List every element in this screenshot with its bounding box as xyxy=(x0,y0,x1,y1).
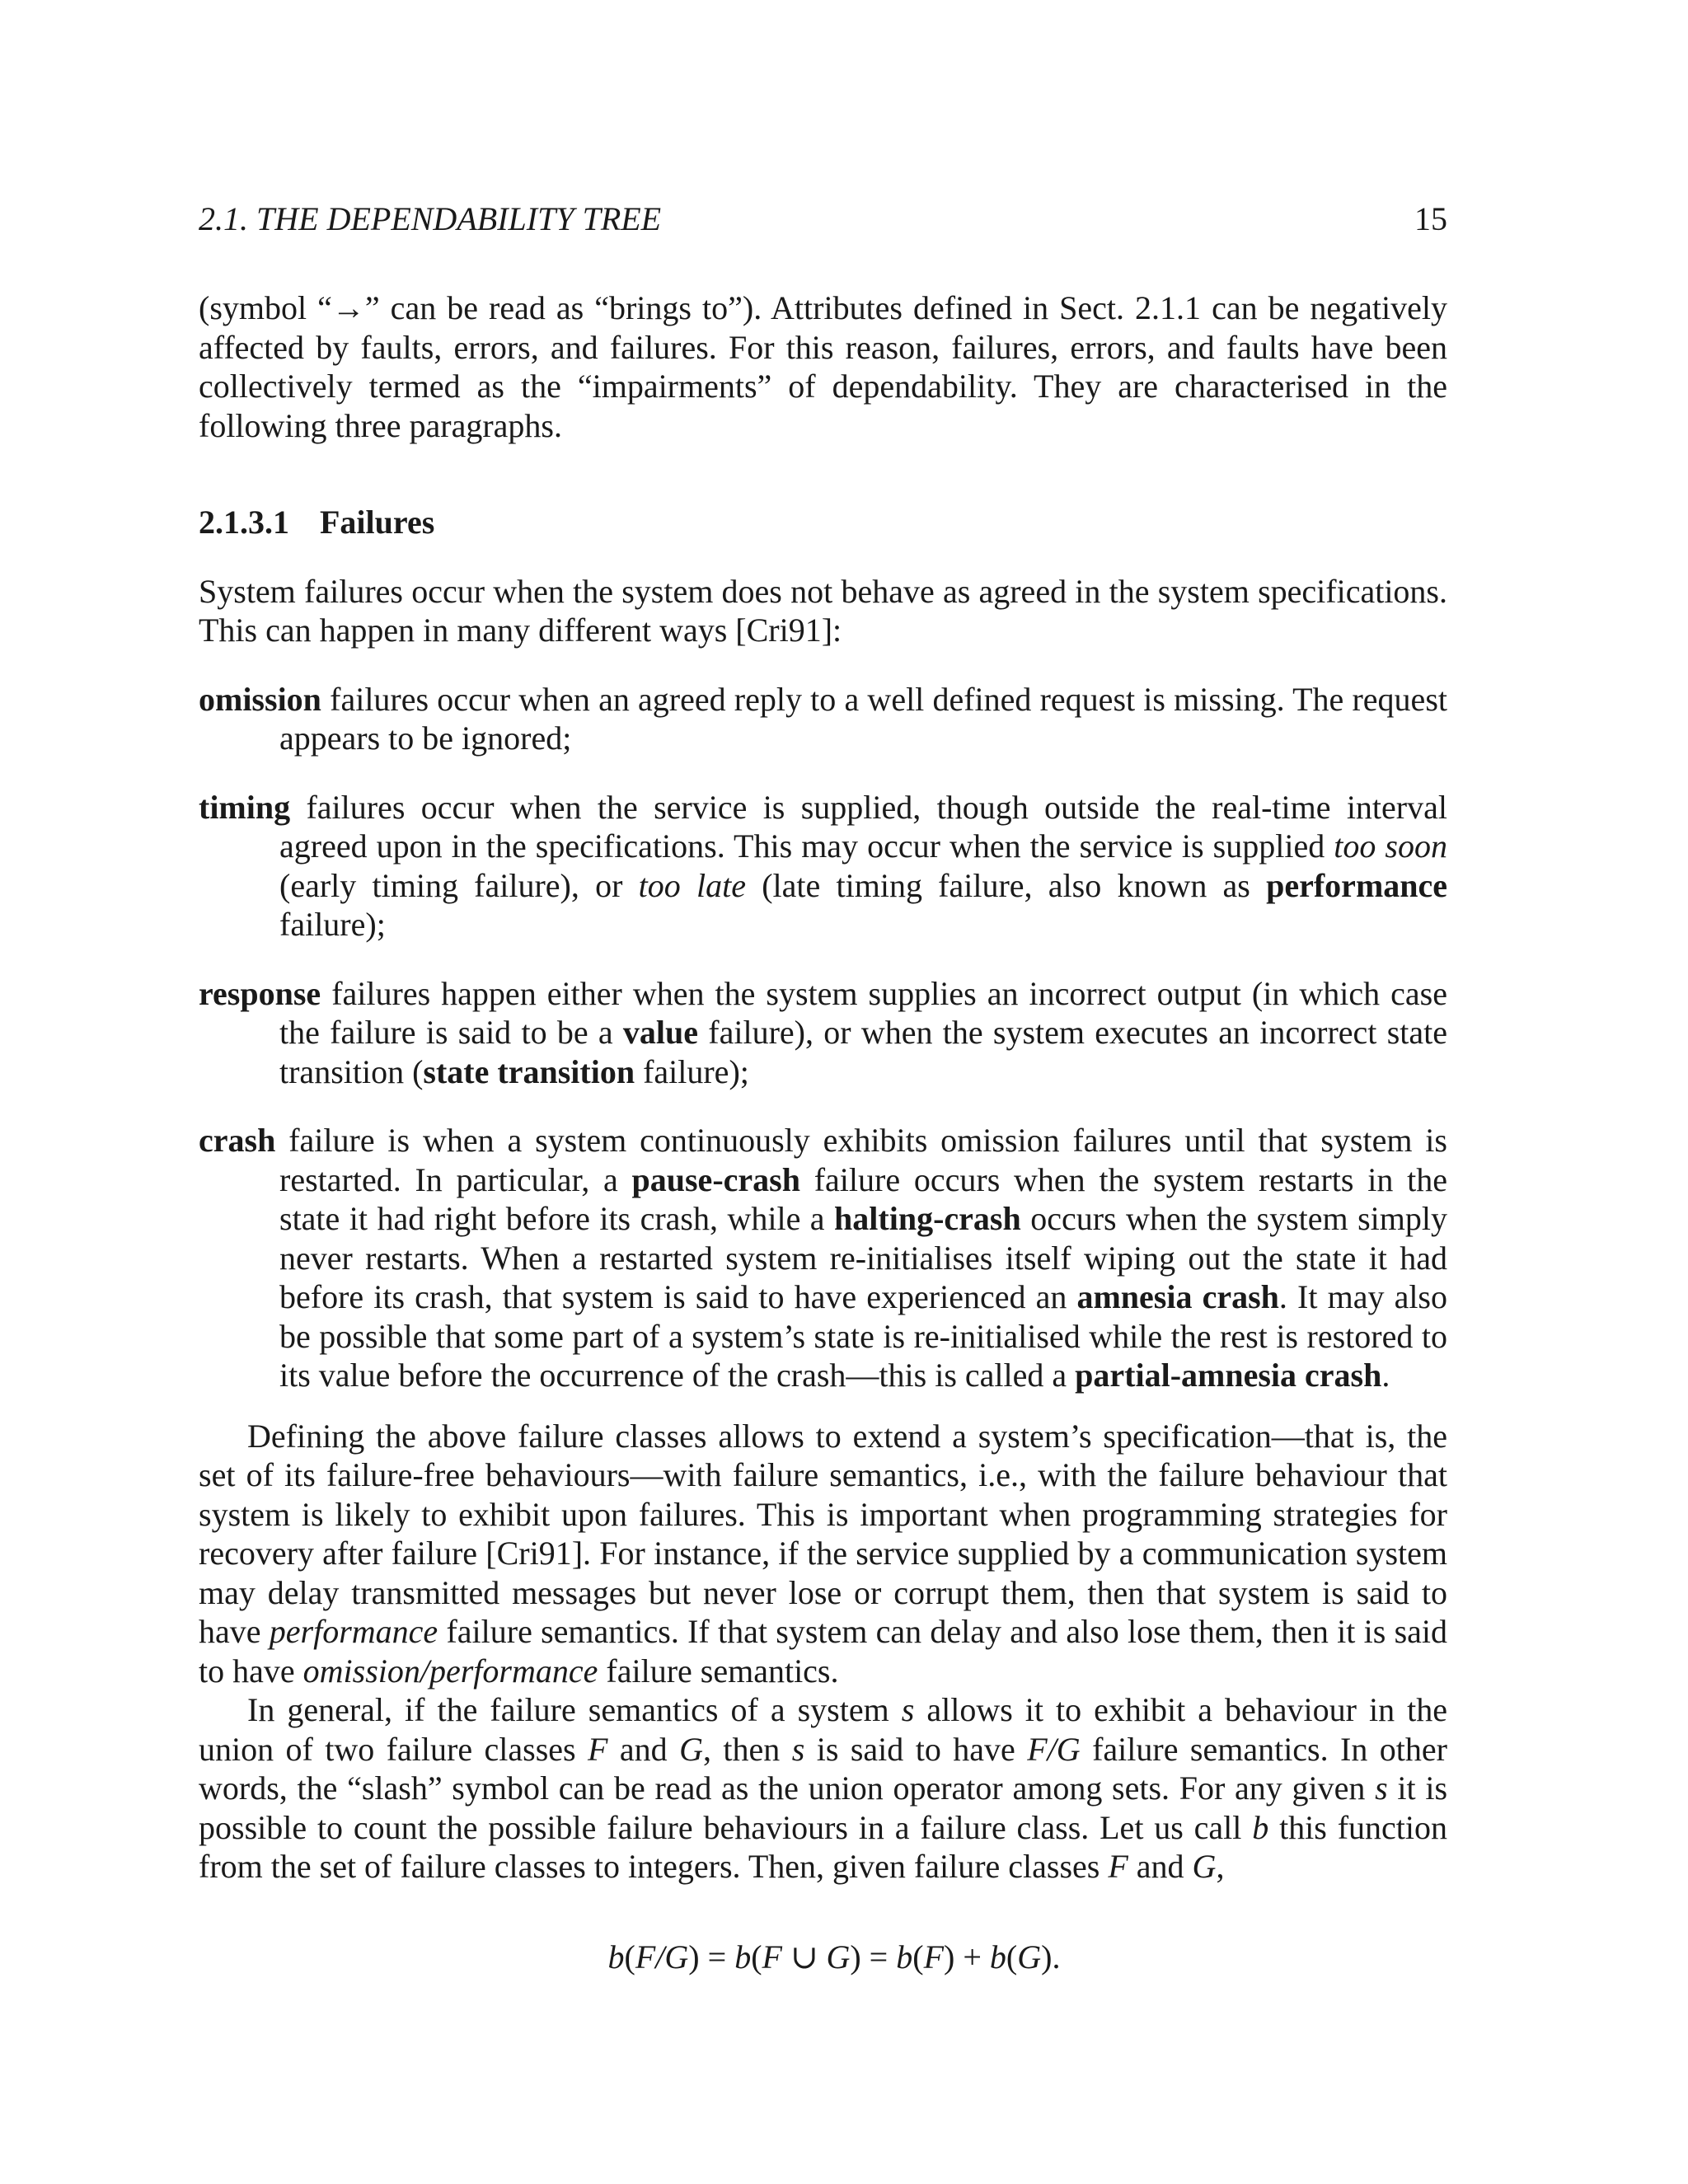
text-run: failure); xyxy=(279,906,386,943)
paragraph-intro xyxy=(199,572,1447,650)
emphasis: omission/performance xyxy=(302,1652,598,1690)
list-item-timing xyxy=(199,788,1447,944)
math-symbol: b xyxy=(607,1938,625,1975)
text-run: . It may also be possible that some part of a system’s state is re-initialised while the rest is restored to its value before the occurrence of the crash—this is called a xyxy=(279,1278,1448,1394)
text-run: occurs when the system simply never restarts. When a restarted system re-initialises itself wiping out the state it had before its crash, that system is said to have experienced an xyxy=(279,1200,1447,1315)
text-run: failures occur when the service is supplied, though outside the real-time interval agreed upon in the specifications. This may occur when the service is supplied xyxy=(279,788,1447,865)
term-response: response xyxy=(199,974,321,1012)
math-symbol: s xyxy=(1375,1769,1388,1807)
emphasis: too late xyxy=(638,866,746,904)
page xyxy=(199,190,1447,1976)
text-run: and xyxy=(1128,1848,1193,1885)
math-symbol: b xyxy=(896,1938,913,1975)
math-symbol: b xyxy=(1252,1808,1269,1846)
text-run: failure); xyxy=(635,1052,749,1090)
math-symbol: F xyxy=(923,1938,945,1975)
text-run: failure is when a system continuously exhibits omission failures until that system is restarted. In particular, a xyxy=(275,1122,1447,1198)
text-run: and xyxy=(607,1730,680,1768)
paragraph-impairments xyxy=(199,288,1447,445)
math-symbol: F ∪ G xyxy=(762,1938,851,1975)
emphasis: performance xyxy=(269,1613,438,1650)
text-run: System failures occur when the system does not behave as agreed in the system specifications. This can happen in many different ways [Cri91]: xyxy=(199,572,1447,649)
math-symbol: F/G xyxy=(1027,1730,1081,1768)
text-run: . xyxy=(1381,1357,1390,1394)
text-run: (symbol “→” can be read as “brings to”). Attributes defined in Sect. 2.1.1 can be negatively affected by faults, errors, and failures. For this reason, failures, errors, and faults have been collectively termed as the “impairments” of dependability. They are characterised in the following three paragraphs. xyxy=(199,289,1447,444)
list-item-response xyxy=(199,974,1447,1092)
page-number: 15 xyxy=(1414,200,1447,237)
math-symbol: ( xyxy=(1006,1938,1018,1975)
math-symbol: ( xyxy=(751,1938,762,1975)
paragraph-failure-semantics xyxy=(199,1417,1447,1691)
math-symbol: G xyxy=(1017,1938,1042,1975)
math-symbol: F/G xyxy=(635,1938,689,1975)
text-run: failure semantics. xyxy=(598,1652,839,1690)
math-symbol: ( xyxy=(912,1938,924,1975)
text-run: failures happen either when the system supplies an incorrect output (in which case the failure is said to be a xyxy=(279,974,1447,1051)
running-title: 2.1. THE DEPENDABILITY TREE xyxy=(199,200,662,237)
math-symbol: b xyxy=(989,1938,1006,1975)
text-run: (early timing failure), or xyxy=(279,866,639,904)
math-symbol: F xyxy=(588,1730,608,1768)
text-run: failure), or when the system executes an incorrect state transition ( xyxy=(279,1014,1447,1090)
math-symbol: ) = xyxy=(850,1938,897,1975)
text-run: failure semantics. In other words, the “slash” symbol can be read as the union operator among sets. For any given xyxy=(199,1730,1447,1807)
section-heading xyxy=(199,503,1447,542)
text-run: failure occurs when the system restarts in the state it had right before its crash, while a xyxy=(279,1160,1447,1237)
math-symbol: s xyxy=(791,1730,805,1768)
text-run: failures occur when an agreed reply to a well defined request is missing. The request appears to be ignored; xyxy=(279,680,1447,757)
math-symbol: G xyxy=(679,1730,703,1768)
bold-term: amnesia crash xyxy=(1076,1278,1279,1315)
text-run: it is possible to count the possible failure behaviours in a failure class. Let us call xyxy=(199,1769,1448,1846)
text-run: this function from the set of failure classes to integers. Then, given failure classes xyxy=(199,1808,1447,1885)
bold-term: state transition xyxy=(423,1052,635,1090)
section-title: Failures xyxy=(320,504,435,541)
text-run: , then xyxy=(703,1730,792,1768)
bold-term: partial-amnesia crash xyxy=(1075,1357,1382,1394)
text-run: Defining the above failure classes allows to extend a system’s specification—that is, the set of its failure-free behaviours—with failure semantics, i.e., with the failure behaviour that system is likely to exhibit upon failures. This is important when programming strategies for recovery after failure [Cri91]. For instance, if the service supplied by a communication system may delay transmitted messages but never lose or corrupt them, then that system is said to have xyxy=(199,1417,1447,1650)
bold-term: value xyxy=(622,1014,699,1051)
list-item-crash xyxy=(199,1121,1447,1395)
text-run: allows it to exhibit a behaviour in the union of two failure classes xyxy=(199,1691,1447,1768)
math-symbol: G xyxy=(1192,1848,1217,1885)
list-item-omission xyxy=(199,680,1447,758)
text-run: , xyxy=(1216,1848,1225,1885)
section-number: 2.1.3.1 xyxy=(199,504,289,541)
math-symbol: F xyxy=(1108,1848,1128,1885)
math-symbol: ) + xyxy=(944,1938,990,1975)
bold-term: pause-crash xyxy=(631,1160,800,1198)
text-run: (late timing failure, also known as xyxy=(745,866,1267,904)
math-symbol: s xyxy=(901,1691,915,1728)
term-omission: omission xyxy=(199,680,321,718)
term-crash: crash xyxy=(199,1122,276,1159)
math-symbol: b xyxy=(734,1938,752,1975)
text-run: In general, if the failure semantics of a system xyxy=(247,1691,902,1728)
math-symbol: ). xyxy=(1041,1938,1061,1975)
display-equation xyxy=(199,1938,1447,1977)
text-run: failure semantics. If that system can delay and also lose them, then it is said to have xyxy=(199,1613,1447,1690)
paragraph-union xyxy=(199,1690,1447,1886)
bold-term: performance xyxy=(1266,866,1448,904)
math-symbol: ( xyxy=(624,1938,635,1975)
running-header xyxy=(199,190,1447,247)
term-timing: timing xyxy=(199,788,291,826)
math-symbol: ) = xyxy=(688,1938,735,1975)
emphasis: too soon xyxy=(1334,827,1447,865)
text-run: is said to have xyxy=(804,1730,1028,1768)
bold-term: halting-crash xyxy=(834,1200,1021,1237)
